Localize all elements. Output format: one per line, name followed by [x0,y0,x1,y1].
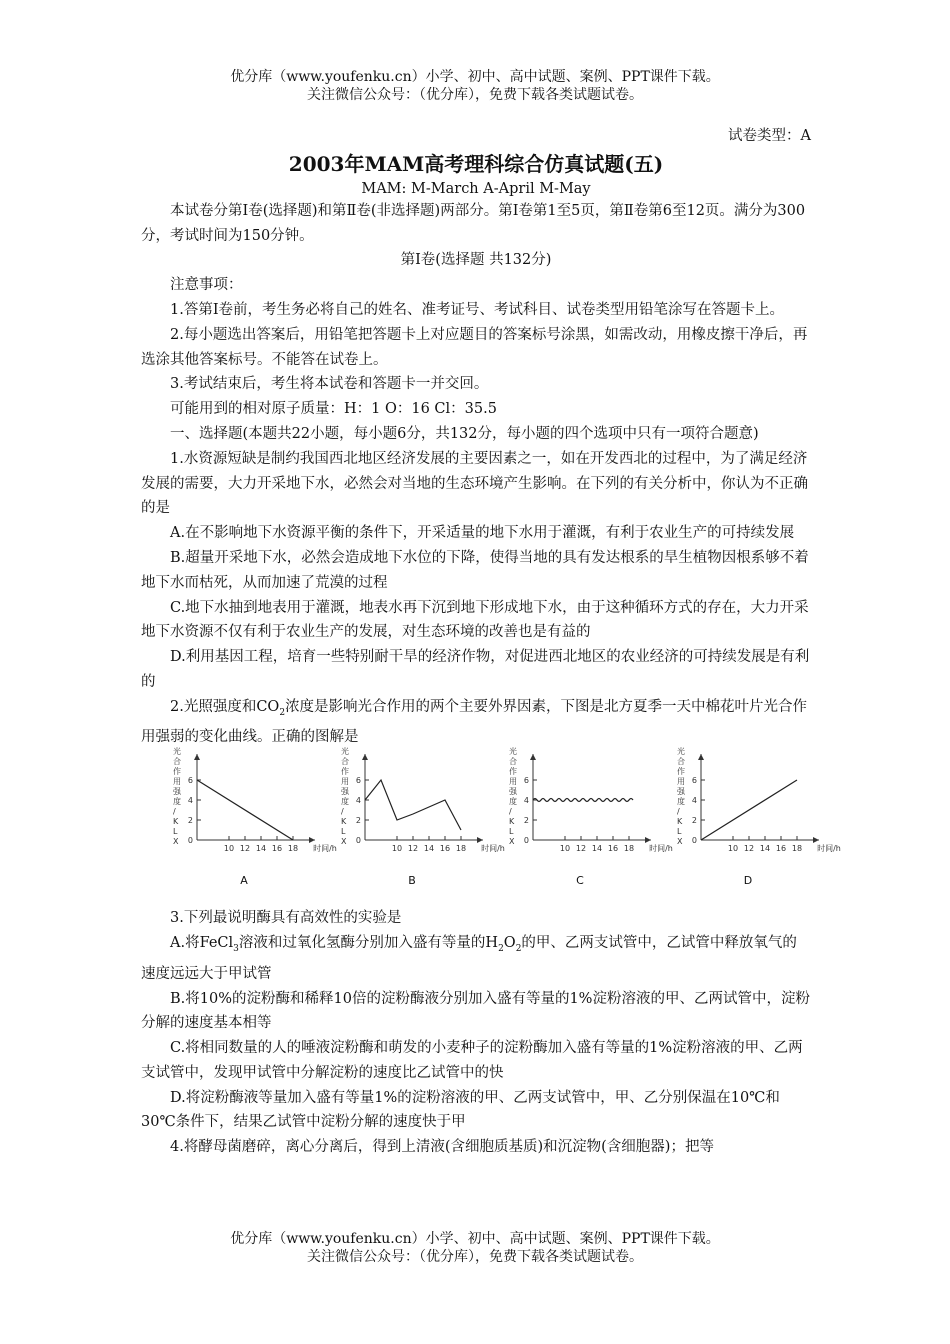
y-tick-label: 4 [691,796,697,806]
figure-label: D [743,874,753,888]
question-3-option-d: D.将淀粉酶液等量加入盛有等量1%的淀粉溶液的甲、乙两支试管中，甲、乙分别保温在10℃和30℃条件下，结果乙试管中淀粉分解的速度快于甲 [141,1089,780,1131]
y-axis-label-char: 度 [677,797,685,807]
atomic-mass-line: 可能用到的相对原子质量：H：1 O：16 Cl：35.5 [170,401,497,418]
paper-type-label: 试卷类型：A [728,128,811,144]
question-2-stem-b: 浓度是影响光合作用的两个主要外界因素，下图是北方夏季一天中棉花叶片光合作用强弱的变化曲线。正确的图解是 [141,698,808,746]
y-axis-label-char: 度 [173,797,181,807]
x-axis-arrow [645,837,651,843]
y-axis-label-char: K [341,817,347,827]
question-2-stem [141,695,811,750]
x-tick-label: 10 [559,844,571,854]
y-axis-label-char: L [509,827,514,837]
y-tick-label: 2 [523,816,529,826]
note-item: 1.答第Ⅰ卷前，考生务必将自己的姓名、准考证号、考试科目、试卷类型用铅笔涂写在答题卡上。 [170,301,785,318]
x-tick-label: 16 [607,844,619,854]
x-tick-label: 16 [775,844,787,854]
y-axis-label [173,746,182,846]
part1-title: 第Ⅰ卷(选择题 共132分) [400,252,552,269]
y-tick-label: 2 [691,816,697,826]
series-line [533,799,633,802]
question-3-option-b: B.将10%的淀粉酶和稀释10倍的淀粉酶液分别加入盛有等量的1%淀粉溶液的甲、乙两试管中，淀粉分解的速度基本相等 [141,990,810,1032]
x-tick-label: 12 [407,844,419,854]
x-tick-label: 18 [623,844,635,854]
note-item: 3.考试结束后，考生将本试卷和答题卡一并交回。 [170,376,489,393]
text-run: A.将FeCl [170,935,234,952]
page-header [0,68,950,104]
x-tick-label: 16 [439,844,451,854]
footer-line-2: 关注微信公众号：（优分库），免费下载各类试题试卷。 [307,1249,643,1265]
y-axis-label-char: 强 [173,787,181,797]
x-axis-label: 时间/h [313,844,337,854]
text-run: 的甲、乙两支试管中，乙试管中释放氧气的速度远远大于甲试管 [141,935,797,982]
y-tick-label: 6 [691,776,697,786]
chart-svg [337,747,505,864]
notes-title: 注意事项： [170,277,243,294]
y-axis-label-char: 光 [173,747,181,757]
footer-line-1: 优分库（www.youfenku.cn）小学、初中、高中试题、案例、PPT课件下载。 [230,1231,720,1247]
y-axis-label-char: L [173,827,178,837]
y-axis-label-char: K [173,817,179,827]
question-3-option-a [141,931,811,986]
figure-c [505,747,673,888]
figure-a [169,747,337,888]
y-axis-arrow [530,754,536,760]
y-tick-label: 4 [187,796,193,806]
y-axis-label-char: / [173,807,176,817]
y-axis-label-char: / [509,807,512,817]
question-1-stem: 1.水资源短缺是制约我国西北地区经济发展的主要因素之一，如在开发西北的过程中，为了满足经济发展的需要，大力开采地下水，必然会对当地的生态环境产生影响。在下列的有关分析中，你认为不正确的是 [141,450,808,517]
chart-svg [505,747,673,864]
x-axis-label: 时间/h [649,844,673,854]
y-axis-label-char: 用 [677,777,685,787]
y-axis-arrow [698,754,704,760]
y-axis-label-char: 强 [677,787,685,797]
y-tick-label: 4 [355,796,361,806]
question-3-option-c: C.将相同数量的人的唾液淀粉酶和萌发的小麦种子的淀粉酶加入盛有等量的1%淀粉溶液的甲、乙两支试管中，发现甲试管中分解淀粉的速度比乙试管中的快 [141,1040,803,1081]
y-axis-label-char: K [677,817,683,827]
y-axis-label-char: 强 [341,787,349,797]
x-tick-label: 14 [759,844,771,854]
chart-svg [673,747,841,864]
paper-title: 2003年MAM高考理科综合仿真试题(五) [288,151,664,176]
figure-label: A [240,874,248,888]
header-line-2: 关注微信公众号：（优分库），免费下载各类试题试卷。 [307,87,643,103]
figure-label: B [408,874,416,888]
y-axis-label-char: / [677,807,680,817]
page-footer [0,1230,950,1266]
question-2-figures [141,747,841,900]
x-tick-label: 16 [271,844,283,854]
y-tick-label: 2 [187,816,193,826]
question-1-option-d: D.利用基因工程，培育一些特别耐干旱的经济作物，对促进西北地区的农业经济的可持续发展是有利的 [141,649,810,690]
x-axis-label: 时间/h [817,844,841,854]
y-axis-label-char: 合 [509,757,517,767]
y-tick-label: 0 [523,836,529,846]
y-tick-label: 0 [691,836,697,846]
y-axis-label-char: X [173,837,179,847]
x-axis-label: 时间/h [481,844,505,854]
question-1-option-b: B.超量开采地下水，必然会造成地下水位的下降，使得当地的具有发达根系的旱生植物因根系够不着地下水而枯死，从而加速了荒漠的过程 [141,549,809,591]
series-line [701,780,797,840]
y-axis-label-char: K [509,817,515,827]
y-axis-label-char: 合 [173,757,181,767]
y-axis-label-char: 用 [509,777,517,787]
x-tick-label: 18 [791,844,803,854]
y-axis-label-char: 光 [341,747,349,757]
y-axis-label [341,746,350,846]
x-tick-label: 12 [743,844,755,854]
text-run: 溶液和过氧化氢酶分别加入盛有等量的H [238,935,499,952]
x-axis-arrow [477,837,483,843]
y-axis-label-char: 合 [677,757,685,767]
x-tick-label: 10 [391,844,403,854]
question-1-option-a: A.在不影响地下水资源平衡的条件下，开采适量的地下水用于灌溉，有利于农业生产的可持续发展 [170,525,795,542]
y-axis-label-char: 合 [341,757,349,767]
x-tick-label: 12 [239,844,251,854]
x-tick-label: 10 [223,844,235,854]
x-tick-label: 14 [423,844,435,854]
x-tick-label: 10 [727,844,739,854]
question-4-stem: 4.将酵母菌磨碎，离心分离后，得到上清液(含细胞质基质)和沉淀物(含细胞器)；把等 [170,1139,714,1156]
y-axis-label-char: 作 [173,767,181,777]
question-2-stem-a: 2.光照强度和CO [170,698,280,715]
paper-subtitle: MAM: M-March A-April M-May [361,180,591,197]
y-axis-label-char: 度 [509,797,517,807]
y-tick-label: 2 [355,816,361,826]
y-axis-label-char: 用 [173,777,181,787]
x-tick-label: 12 [575,844,587,854]
x-tick-label: 18 [287,844,299,854]
header-line-1: 优分库（www.youfenku.cn）小学、初中、高中试题、案例、PPT课件下载。 [230,69,720,85]
paper-intro: 本试卷分第Ⅰ卷(选择题)和第Ⅱ卷(非选择题)两部分。第Ⅰ卷第1至5页，第Ⅱ卷第6至12页。满分为300分，考试时间为150分钟。 [141,202,806,244]
x-axis-arrow [813,837,819,843]
series-line [365,780,461,830]
y-axis-label-char: 作 [341,767,349,777]
text-run: O [503,935,516,952]
y-axis-label-char: 度 [341,797,349,807]
y-axis-label-char: X [509,837,515,847]
section-title: 一、选择题(本题共22小题，每小题6分，共132分，每小题的四个选项中只有一项符合题意) [170,425,759,442]
y-tick-label: 6 [523,776,529,786]
y-axis-label-char: 用 [341,777,349,787]
y-axis-arrow [362,754,368,760]
figure-d [673,747,841,888]
x-tick-label: 14 [591,844,603,854]
figure-label: C [576,874,584,888]
y-tick-label: 0 [355,836,361,846]
subscript: 2 [279,707,286,718]
subscript: 2 [498,943,504,954]
y-axis-label [509,746,518,846]
y-axis-label-char: 作 [509,767,517,777]
y-axis-label-char: L [677,827,682,837]
chart-svg [169,747,337,864]
y-axis-label-char: L [341,827,346,837]
subscript: 3 [233,943,239,954]
x-tick-label: 18 [455,844,467,854]
figure-b [337,747,505,888]
exam-paper [141,124,841,1160]
y-axis-label-char: 光 [677,747,685,757]
y-axis-arrow [194,754,200,760]
y-axis-label [677,746,686,846]
y-axis-label-char: 强 [509,787,517,797]
y-axis-label-char: / [341,807,344,817]
question-1-option-c: C.地下水抽到地表用于灌溉，地表水再下沉到地下形成地下水，由于这种循环方式的存在，大力开采地下水资源不仅有利于农业生产的发展，对生态环境的改善也是有益的 [141,599,809,641]
y-axis-label-char: 作 [677,767,685,777]
y-axis-label-char: 光 [509,747,517,757]
y-axis-label-char: X [341,837,347,847]
x-tick-label: 14 [255,844,267,854]
y-tick-label: 0 [187,836,193,846]
subscript: 2 [515,943,522,954]
series-line [197,780,293,840]
x-axis-arrow [309,837,315,843]
note-item: 2.每小题选出答案后，用铅笔把答题卡上对应题目的答案标号涂黑，如需改动，用橡皮擦干净后，再选涂其他答案标号。不能答在试卷上。 [141,326,808,368]
y-axis-label-char: X [677,837,683,847]
question-3-stem: 3.下列最说明酶具有高效性的实验是 [170,910,402,927]
y-tick-label: 4 [523,796,529,806]
y-tick-label: 6 [187,776,193,786]
y-tick-label: 6 [355,776,361,786]
